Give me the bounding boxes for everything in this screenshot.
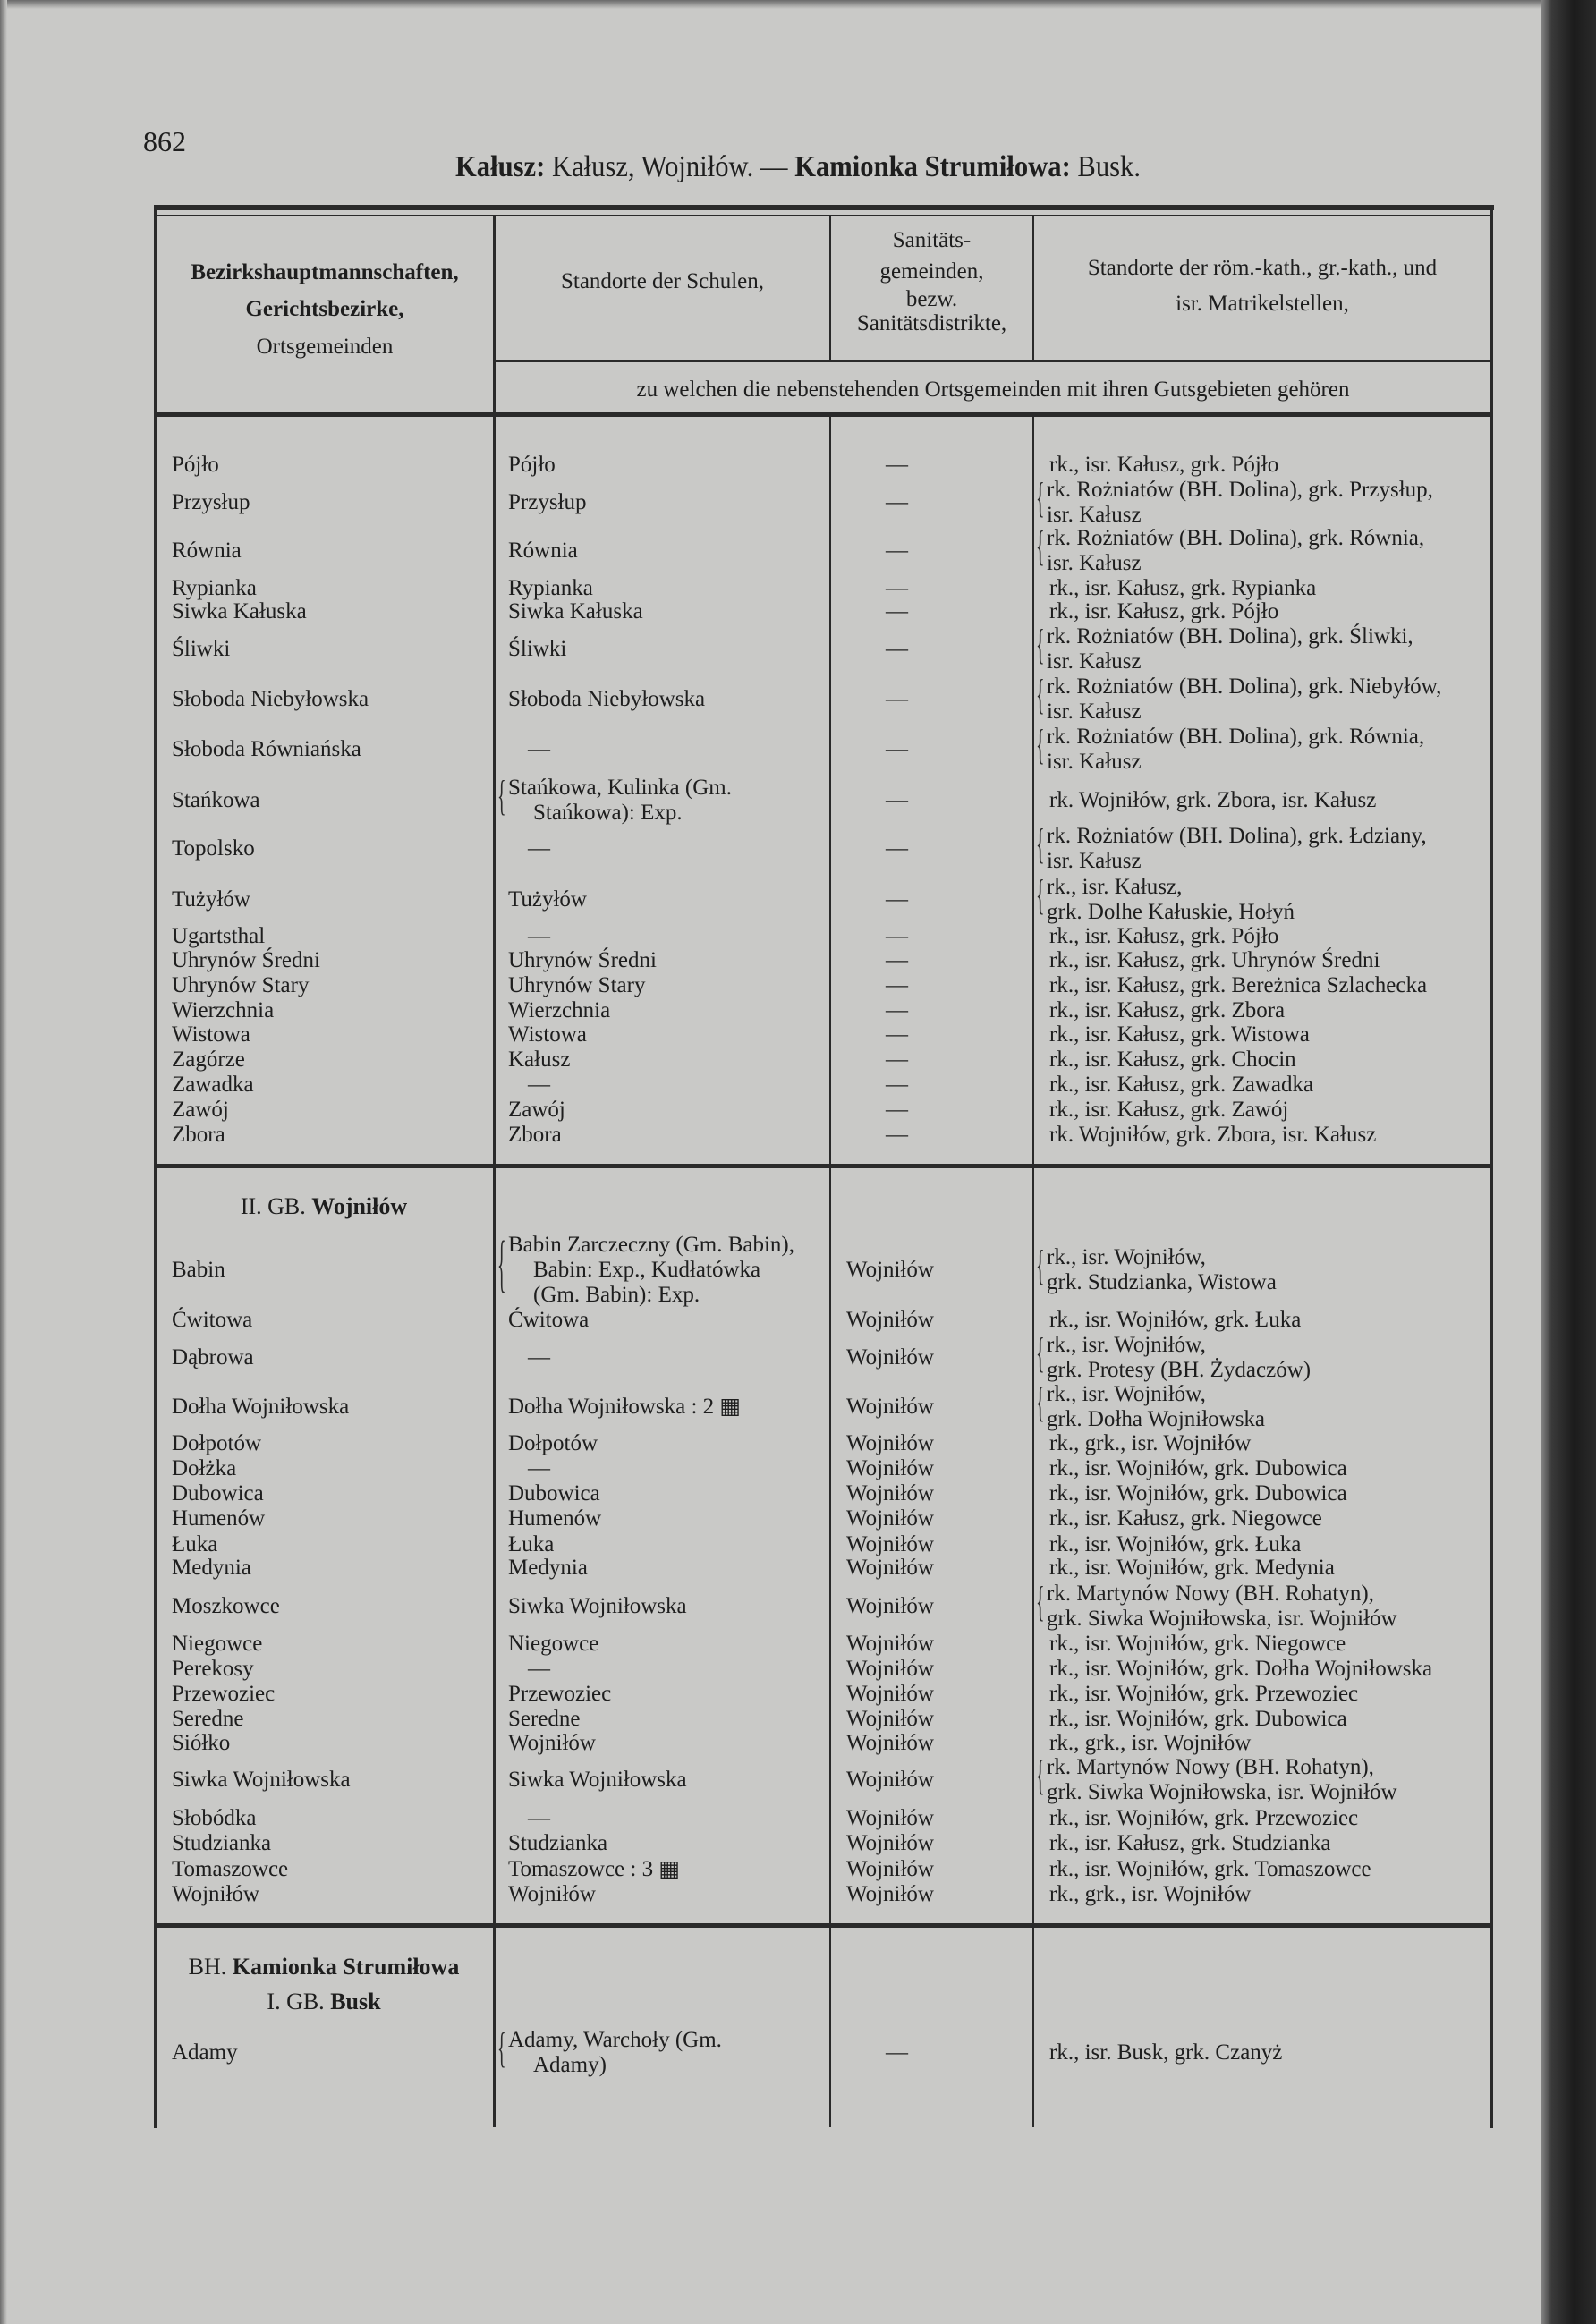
section-heading-prefix: I. GB. <box>267 1989 331 2014</box>
school-brace-icon: { <box>497 2026 506 2073</box>
matrikel-line: rk., grk., isr. Wojniłów <box>1049 1882 1252 1906</box>
sanitary-district: Wojniłów <box>846 1657 934 1681</box>
matrikel-line: isr. Kałusz <box>1047 849 1142 873</box>
school-line: Uhrynów Stary <box>508 973 646 997</box>
section-heading <box>154 1193 494 1220</box>
sanitary-district: Wojniłów <box>846 1556 934 1580</box>
school-line: Medynia <box>508 1556 588 1580</box>
scan-edge-top <box>0 0 1596 9</box>
sanitary-district: Wojniłów <box>846 1806 934 1830</box>
sanitary-district: Wojniłów <box>846 1768 934 1792</box>
school-line: Studzianka <box>508 1831 608 1855</box>
matrikel-brace-icon: { <box>1036 873 1045 920</box>
sanitary-district: — <box>886 924 908 948</box>
header-subtitle: zu welchen die nebenstehenden Ortsgemeinden mit ihren Gutsgebieten gehören <box>636 377 1350 402</box>
matrikel-line: isr. Kałusz <box>1047 503 1142 527</box>
ortsgemeinde-name: Śliwki <box>172 637 231 661</box>
header-col4-line1: Standorte der röm.-kath., gr.-kath., und <box>1087 256 1438 280</box>
school-line: Wojniłów <box>508 1731 596 1755</box>
matrikel-line: rk. Wojniłów, grk. Zbora, isr. Kałusz <box>1049 788 1377 812</box>
sanitary-district: Wojniłów <box>846 1857 934 1881</box>
sanitary-district: Wojniłów <box>846 1707 934 1731</box>
ortsgemeinde-name: Słoboda Niebyłowska <box>172 687 369 711</box>
header-sub-rule <box>496 360 1490 362</box>
sanitary-district: Wojniłów <box>846 1481 934 1506</box>
ortsgemeinde-name: Wojniłów <box>172 1882 259 1906</box>
matrikel-line: rk., isr. Kałusz, grk. Pójło <box>1049 599 1279 623</box>
matrikel-line: rk., isr. Kałusz, <box>1047 875 1183 899</box>
matrikel-line: rk., isr. Wojniłów, grk. Tomaszowce <box>1049 1857 1371 1881</box>
matrikel-line: rk., isr. Kałusz, grk. Pójło <box>1049 924 1279 948</box>
school-line: Rypianka <box>508 576 593 600</box>
matrikel-line: rk., isr. Wojniłów, <box>1047 1382 1206 1406</box>
matrikel-line: rk., isr. Kałusz, grk. Studzianka <box>1049 1831 1331 1855</box>
school-line: Wistowa <box>508 1022 587 1047</box>
school-line: Tomaszowce : 3 ▦ <box>508 1857 680 1881</box>
sanitary-district: — <box>886 539 908 563</box>
matrikel-brace-icon: { <box>1036 1753 1045 1800</box>
sanitary-district: Wojniłów <box>846 1882 934 1906</box>
ortsgemeinde-name: Ćwitowa <box>172 1308 253 1332</box>
page-number: 862 <box>143 125 186 157</box>
ortsgemeinde-name: Łuka <box>172 1532 218 1556</box>
sanitary-district: Wojniłów <box>846 1431 934 1455</box>
matrikel-brace-icon: { <box>1036 673 1045 719</box>
matrikel-brace-icon: { <box>1036 1331 1045 1378</box>
sanitary-district: — <box>886 599 908 623</box>
school-none: — <box>528 737 550 761</box>
matrikel-line: rk., isr. Kałusz, grk. Pójło <box>1049 453 1279 477</box>
sanitary-district: Wojniłów <box>846 1594 934 1618</box>
matrikel-line: grk. Dolhe Kałuskie, Hołyń <box>1047 900 1295 924</box>
matrikel-line: isr. Kałusz <box>1047 649 1142 674</box>
header-col4-line2: isr. Matrikelstellen, <box>1176 292 1349 316</box>
section-rule-2 <box>157 1923 1490 1928</box>
matrikel-brace-icon: { <box>1036 476 1045 522</box>
school-line: Kałusz <box>508 1047 571 1072</box>
ortsgemeinde-name: Rypianka <box>172 576 257 600</box>
matrikel-brace-icon: { <box>1036 822 1045 869</box>
school-line: Siwka Wojniłowska <box>508 1594 687 1618</box>
ortsgemeinde-name: Słoboda Równiańska <box>172 737 361 761</box>
sanitary-district: Wojniłów <box>846 1506 934 1531</box>
section-heading-name: Wojniłów <box>311 1193 408 1219</box>
matrikel-line: rk., isr. Wojniłów, grk. Łuka <box>1049 1308 1302 1332</box>
school-brace-icon: { <box>497 1231 506 1300</box>
sanitary-district: Wojniłów <box>846 1456 934 1480</box>
sanitary-district: — <box>886 1073 908 1097</box>
sanitary-district: — <box>886 737 908 761</box>
sanitary-district: — <box>886 576 908 600</box>
matrikel-brace-icon: { <box>1036 524 1045 571</box>
sanitary-district: Wojniłów <box>846 1345 934 1370</box>
school-none: — <box>528 1345 550 1370</box>
matrikel-line: rk., isr. Wojniłów, grk. Dołha Wojniłowska <box>1049 1657 1433 1681</box>
ortsgemeinde-name: Topolsko <box>172 836 255 861</box>
matrikel-line: rk. Wojniłów, grk. Zbora, isr. Kałusz <box>1049 1123 1377 1147</box>
title-district-1: Kałusz: <box>455 150 546 183</box>
school-line: Dołpotów <box>508 1431 598 1455</box>
school-line: Pójło <box>508 453 556 477</box>
ortsgemeinde-name: Stańkowa <box>172 788 260 812</box>
col-divider-2 <box>829 417 831 2127</box>
matrikel-line: rk., isr. Kałusz, grk. Zawadka <box>1049 1073 1314 1097</box>
matrikel-line: rk., isr. Kałusz, grk. Zawój <box>1049 1098 1289 1122</box>
school-line: Zbora <box>508 1123 562 1147</box>
col-divider-3-header <box>1032 215 1034 361</box>
ortsgemeinde-name: Tużyłów <box>172 887 250 912</box>
matrikel-line: rk., isr. Wojniłów, grk. Łuka <box>1049 1532 1302 1556</box>
table-right-border <box>1490 205 1493 2128</box>
matrikel-line: rk. Rożniatów (BH. Dolina), grk. Równia, <box>1047 725 1425 749</box>
school-line: Wierzchnia <box>508 998 611 1022</box>
matrikel-line: rk., isr. Wojniłów, grk. Przewoziec <box>1049 1682 1359 1706</box>
matrikel-line: rk. Rożniatów (BH. Dolina), grk. Niebyłów, <box>1047 674 1442 699</box>
ortsgemeinde-name: Pójło <box>172 453 219 477</box>
matrikel-line: rk., isr. Wojniłów, grk. Dubowica <box>1049 1481 1347 1506</box>
ortsgemeinde-name: Zawój <box>172 1098 229 1122</box>
ortsgemeinde-name: Siółko <box>172 1731 231 1755</box>
ortsgemeinde-name: Zagórze <box>172 1047 245 1072</box>
sanitary-district: — <box>886 948 908 972</box>
ortsgemeinde-name: Siwka Kałuska <box>172 599 307 623</box>
matrikel-line: rk., isr. Busk, grk. Czanyż <box>1049 2040 1283 2065</box>
header-col3-line4: Sanitätsdistrikte, <box>856 311 1007 335</box>
matrikel-line: grk. Siwka Wojniłowska, isr. Wojniłów <box>1047 1780 1397 1804</box>
matrikel-line: rk. Rożniatów (BH. Dolina), grk. Przysłup, <box>1047 478 1433 502</box>
sanitary-district: — <box>886 998 908 1022</box>
matrikel-line: rk. Rożniatów (BH. Dolina), grk. Śliwki, <box>1047 624 1413 649</box>
page-title <box>80 150 1516 184</box>
matrikel-line: rk., isr. Wojniłów, <box>1047 1333 1206 1357</box>
header-col1-line1: Bezirkshauptmannschaften, <box>191 260 459 284</box>
section-rule-1 <box>157 1164 1490 1168</box>
school-line: Adamy) <box>533 2053 607 2077</box>
matrikel-line: rk., grk., isr. Wojniłów <box>1049 1731 1252 1755</box>
school-none: — <box>528 1657 550 1681</box>
school-none: — <box>528 1806 550 1830</box>
matrikel-line: rk., isr. Kałusz, grk. Rypianka <box>1049 576 1317 600</box>
ortsgemeinde-name: Seredne <box>172 1707 244 1731</box>
school-none: — <box>528 1073 550 1097</box>
title-courts-2: Busk. <box>1070 150 1141 183</box>
header-col3-line3: bezw. <box>905 287 958 311</box>
ortsgemeinde-name: Dołpotów <box>172 1431 261 1455</box>
matrikel-line: rk., isr. Kałusz, grk. Zbora <box>1049 998 1286 1022</box>
ortsgemeinde-name: Tomaszowce <box>172 1857 289 1881</box>
matrikel-line: grk. Dołha Wojniłowska <box>1047 1407 1266 1431</box>
matrikel-line: rk., isr. Kałusz, grk. Uhrynów Średni <box>1049 948 1380 972</box>
ortsgemeinde-name: Perekosy <box>172 1657 254 1681</box>
sanitary-district: — <box>886 1123 908 1147</box>
school-line: Humenów <box>508 1506 602 1531</box>
school-line: Stańkowa, Kulinka (Gm. <box>508 776 732 800</box>
matrikel-line: rk. Rożniatów (BH. Dolina), grk. Równia, <box>1047 526 1425 550</box>
matrikel-brace-icon: { <box>1036 1580 1045 1626</box>
header-col1-line3: Ortsgemeinden <box>256 335 394 359</box>
ortsgemeinde-name: Humenów <box>172 1506 266 1531</box>
school-line: Seredne <box>508 1707 581 1731</box>
school-line: Babin: Exp., Kudłatówka <box>533 1258 761 1282</box>
ortsgemeinde-name: Babin <box>172 1258 225 1282</box>
ortsgemeinde-name: Przewoziec <box>172 1682 276 1706</box>
school-none: — <box>528 924 550 948</box>
school-line: Adamy, Warchoły (Gm. <box>508 2028 722 2052</box>
matrikel-line: rk., isr. Kałusz, grk. Chocin <box>1049 1047 1296 1072</box>
sanitary-district: — <box>886 973 908 997</box>
school-line: Przysłup <box>508 490 587 514</box>
school-line: (Gm. Babin): Exp. <box>533 1283 700 1307</box>
matrikel-line: rk., isr. Kałusz, grk. Wistowa <box>1049 1022 1310 1047</box>
school-line: Słoboda Niebyłowska <box>508 687 706 711</box>
header-col3-line1: Sanitäts- <box>892 228 972 252</box>
sanitary-district: — <box>886 1022 908 1047</box>
sanitary-district: Wojniłów <box>846 1258 934 1282</box>
school-line: Śliwki <box>508 637 567 661</box>
ortsgemeinde-name: Niegowce <box>172 1632 263 1656</box>
header-col2: Standorte der Schulen, <box>560 269 765 293</box>
school-brace-icon: { <box>497 774 506 820</box>
matrikel-line: rk., isr. Wojniłów, grk. Przewoziec <box>1049 1806 1359 1830</box>
school-line: Wojniłów <box>508 1882 596 1906</box>
title-district-2: Kamionka Strumiłowa: <box>794 150 1071 183</box>
header-col3-line2: gemeinden, <box>879 259 984 284</box>
school-none: — <box>528 1456 550 1480</box>
matrikel-line: rk., isr. Wojniłów, grk. Niegowce <box>1049 1632 1346 1656</box>
ortsgemeinde-name: Adamy <box>172 2040 238 2065</box>
header-col1-line2: Gerichtsbezirke, <box>245 297 404 321</box>
sanitary-district: Wojniłów <box>846 1632 934 1656</box>
section-heading-prefix: II. GB. <box>240 1193 312 1219</box>
sanitary-district: Wojniłów <box>846 1731 934 1755</box>
matrikel-line: rk., isr. Wojniłów, grk. Dubowica <box>1049 1456 1347 1480</box>
col-divider-3 <box>1032 417 1034 2127</box>
matrikel-line: grk. Protesy (BH. Żydaczów) <box>1047 1358 1312 1382</box>
school-none: — <box>528 836 550 861</box>
school-line: Dołha Wojniłowska : 2 ▦ <box>508 1395 742 1419</box>
matrikel-brace-icon: { <box>1036 1380 1045 1427</box>
school-line: Siwka Wojniłowska <box>508 1768 687 1792</box>
ortsgemeinde-name: Wistowa <box>172 1022 250 1047</box>
sanitary-district: Wojniłów <box>846 1532 934 1556</box>
school-line: Uhrynów Średni <box>508 948 657 972</box>
ortsgemeinde-name: Dołha Wojniłowska <box>172 1395 350 1419</box>
sanitary-district: Wojniłów <box>846 1682 934 1706</box>
school-line: Stańkowa): Exp. <box>533 801 683 825</box>
matrikel-line: rk. Martynów Nowy (BH. Rohatyn), <box>1047 1582 1374 1606</box>
school-line: Równia <box>508 539 578 563</box>
ortsgemeinde-name: Uhrynów Średni <box>172 948 320 972</box>
sanitary-district: — <box>886 2040 908 2065</box>
ortsgemeinde-name: Przysłup <box>172 490 250 514</box>
matrikel-line: rk., isr. Wojniłów, grk. Dubowica <box>1049 1707 1347 1731</box>
section-heading <box>154 1954 494 1980</box>
sanitary-district: — <box>886 788 908 812</box>
matrikel-brace-icon: { <box>1036 623 1045 669</box>
matrikel-line: rk., isr. Kałusz, grk. Niegowce <box>1049 1506 1322 1531</box>
header-bottom-rule <box>157 412 1490 417</box>
sanitary-district: — <box>886 887 908 912</box>
ortsgemeinde-name: Uhrynów Stary <box>172 973 310 997</box>
top-rule-thin <box>157 215 1490 216</box>
matrikel-line: rk. Rożniatów (BH. Dolina), grk. Łdziany, <box>1047 824 1427 848</box>
matrikel-line: rk., isr. Wojniłów, grk. Medynia <box>1049 1556 1335 1580</box>
matrikel-line: grk. Studzianka, Wistowa <box>1047 1270 1277 1294</box>
ortsgemeinde-name: Dołżka <box>172 1456 237 1480</box>
sanitary-district: — <box>886 490 908 514</box>
school-line: Siwka Kałuska <box>508 599 643 623</box>
section-heading-name: Busk <box>330 1989 381 2014</box>
sanitary-district: Wojniłów <box>846 1308 934 1332</box>
school-line: Niegowce <box>508 1632 599 1656</box>
ortsgemeinde-name: Słobódka <box>172 1806 257 1830</box>
col-divider-1 <box>493 215 496 2127</box>
sanitary-district: — <box>886 1098 908 1122</box>
ortsgemeinde-name: Ugartsthal <box>172 924 266 948</box>
ortsgemeinde-name: Dubowica <box>172 1481 264 1506</box>
title-courts-1: Kałusz, Wojniłów. — <box>545 150 795 183</box>
matrikel-brace-icon: { <box>1036 723 1045 769</box>
ortsgemeinde-name: Siwka Wojniłowska <box>172 1768 351 1792</box>
sanitary-district: — <box>886 1047 908 1072</box>
section-heading <box>154 1989 494 2015</box>
ortsgemeinde-name: Moszkowce <box>172 1594 280 1618</box>
sanitary-district: — <box>886 453 908 477</box>
school-line: Tużyłów <box>508 887 587 912</box>
ortsgemeinde-name: Wierzchnia <box>172 998 275 1022</box>
matrikel-line: grk. Siwka Wojniłowska, isr. Wojniłów <box>1047 1607 1397 1631</box>
matrikel-line: isr. Kałusz <box>1047 551 1142 575</box>
sanitary-district: Wojniłów <box>846 1831 934 1855</box>
section-heading-name: Kamionka Strumiłowa <box>232 1954 460 1980</box>
matrikel-line: rk. Martynów Nowy (BH. Rohatyn), <box>1047 1755 1374 1779</box>
scan-edge-right <box>1541 0 1596 2324</box>
school-line: Babin Zarczeczny (Gm. Babin), <box>508 1233 795 1257</box>
matrikel-line: rk., isr. Wojniłów, <box>1047 1245 1206 1269</box>
sanitary-district: — <box>886 836 908 861</box>
top-rule <box>154 205 1494 210</box>
ortsgemeinde-name: Medynia <box>172 1556 251 1580</box>
matrikel-line: isr. Kałusz <box>1047 750 1142 774</box>
scan-edge-left <box>0 0 7 2324</box>
ortsgemeinde-name: Zawadka <box>172 1073 254 1097</box>
ortsgemeinde-name: Studzianka <box>172 1831 272 1855</box>
school-line: Przewoziec <box>508 1682 612 1706</box>
matrikel-line: rk., isr. Kałusz, grk. Bereżnica Szlachecka <box>1049 973 1428 997</box>
school-line: Ćwitowa <box>508 1308 590 1332</box>
ortsgemeinde-name: Równia <box>172 539 242 563</box>
matrikel-line: isr. Kałusz <box>1047 700 1142 724</box>
sanitary-district: — <box>886 687 908 711</box>
school-line: Zawój <box>508 1098 565 1122</box>
matrikel-line: rk., grk., isr. Wojniłów <box>1049 1431 1252 1455</box>
ortsgemeinde-name: Zbora <box>172 1123 225 1147</box>
matrikel-brace-icon: { <box>1036 1243 1045 1290</box>
sanitary-district: Wojniłów <box>846 1395 934 1419</box>
section-heading-prefix: BH. <box>188 1954 233 1980</box>
school-line: Łuka <box>508 1532 555 1556</box>
sanitary-district: — <box>886 637 908 661</box>
school-line: Dubowica <box>508 1481 600 1506</box>
ortsgemeinde-name: Dąbrowa <box>172 1345 254 1370</box>
